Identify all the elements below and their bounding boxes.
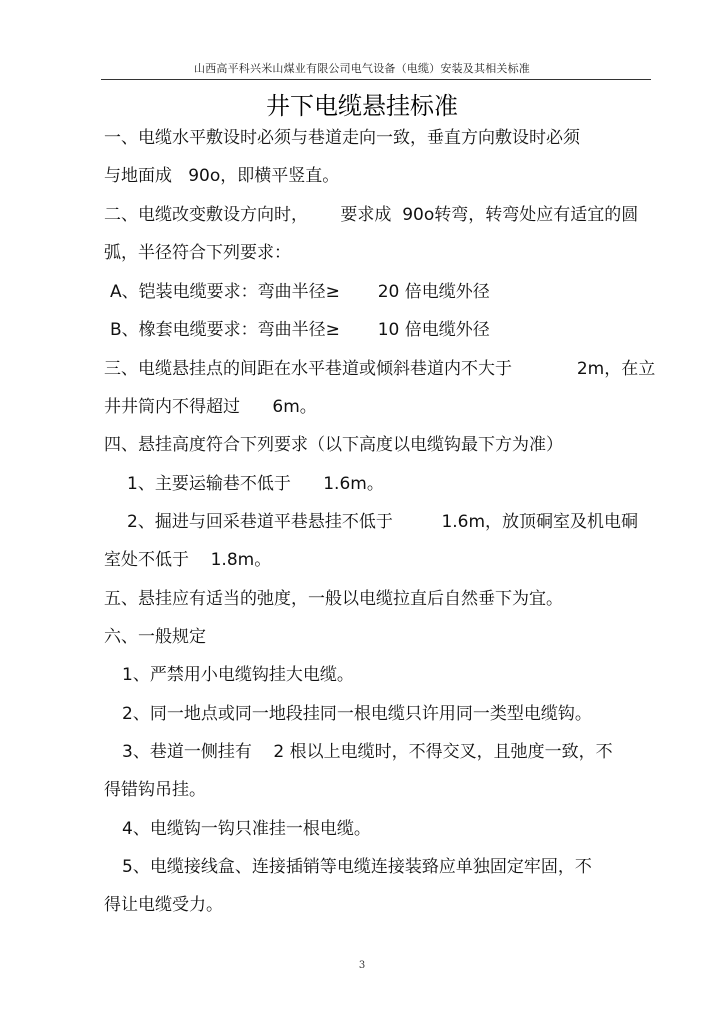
body-line-9: 四、悬挂高度符合下列要求（以下高度以电缆钩最下方为准） [104, 435, 563, 455]
body-line-20: 5、电缆接线盒、连接插销等电缆连接装臵应单独固定牢固，不 [122, 857, 592, 877]
body-line-21: 得让电缆受力。 [104, 895, 223, 915]
body-line-19: 4、电缆钩一钩只准挂一根电缆。 [122, 819, 371, 839]
body-line-13: 五、悬挂应有适当的弛度，一般以电缆拉直后自然垂下为宜。 [104, 589, 563, 609]
page-number: 3 [358, 960, 366, 971]
body-line-6: B、橡套电缆要求：弯曲半径≥ 10 倍电缆外径 [110, 320, 490, 340]
header-rule [101, 79, 651, 80]
document-title: 井下电缆悬挂标准 [266, 92, 458, 120]
running-header: 山西高平科兴米山煤业有限公司电气设备（电缆）安装及其相关标准 [194, 62, 530, 75]
body-line-5: A、铠装电缆要求：弯曲半径≥ 20 倍电缆外径 [110, 282, 490, 302]
body-line-17: 3、巷道一侧挂有 2 根以上电缆时，不得交叉，且弛度一致，不 [122, 742, 613, 762]
body-line-18: 得错钩吊挂。 [104, 780, 206, 800]
body-line-4: 弧，半径符合下列要求： [104, 243, 291, 263]
body-line-12: 室处不低于 1.8m。 [104, 550, 272, 570]
body-line-3: 二、电缆改变敷设方向时， 要求成 90o转弯，转弯处应有适宜的圆 [104, 205, 639, 225]
body-line-16: 2、同一地点或同一地段挂同一根电缆只许用同一类型电缆钩。 [122, 704, 592, 724]
body-line-11: 2、掘进与回采巷道平巷悬挂不低于 1.6m，放顶硐室及机电硐 [127, 512, 639, 532]
body-line-7: 三、电缆悬挂点的间距在水平巷道或倾斜巷道内不大于 2m，在立 [104, 359, 656, 379]
body-line-2: 与地面成 90o，即横平竖直。 [104, 166, 340, 186]
body-line-8: 井井筒内不得超过 6m。 [104, 397, 317, 417]
body-line-10: 1、主要运输巷不低于 1.6m。 [127, 474, 384, 494]
body-line-1: 一、电缆水平敷设时必须与巷道走向一致，垂直方向敷设时必须 [104, 128, 580, 148]
body-line-14: 六、一般规定 [104, 627, 206, 647]
body-line-15: 1、严禁用小电缆钩挂大电缆。 [122, 665, 354, 685]
